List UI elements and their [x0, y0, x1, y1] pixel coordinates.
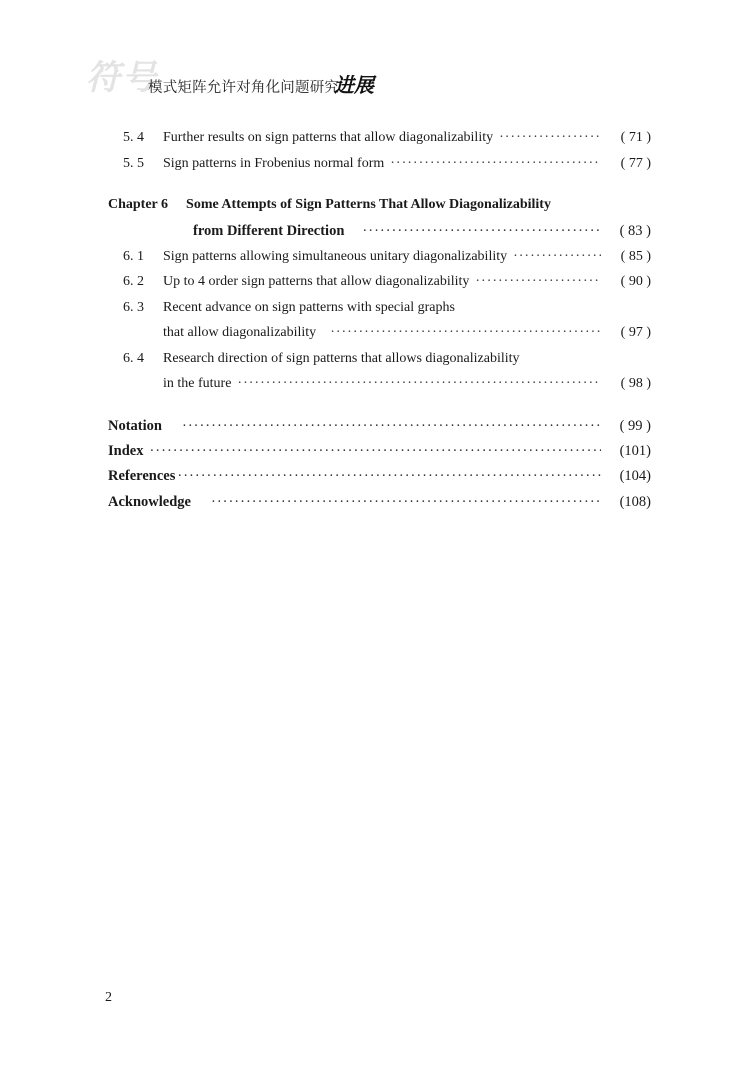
page-ref: ( 71 )	[620, 130, 651, 145]
dot-leader	[211, 491, 601, 513]
page-ref: ( 90 )	[620, 274, 651, 289]
toc-entry-6-3-line1[interactable]	[123, 297, 455, 319]
section-title-cont: that allow diagonalizability	[163, 325, 317, 340]
page-ref: ( 99 )	[619, 418, 651, 434]
toc-entry-6-3-line2[interactable]	[163, 322, 651, 344]
dot-leader	[182, 415, 601, 437]
toc-entry-6-2[interactable]	[123, 271, 651, 293]
section-title: Sign patterns allowing simultaneous unitary diagonalizability	[163, 249, 508, 264]
chapter-title-cont: from Different Direction	[193, 223, 345, 239]
page-ref: (108)	[619, 494, 651, 510]
header-title-end: 进展	[334, 73, 374, 97]
toc-entry-6-1[interactable]	[123, 246, 651, 268]
section-number: 6. 3	[123, 300, 144, 315]
section-title: Sign patterns in Frobenius normal form	[163, 156, 385, 171]
page-ref: ( 85 )	[620, 249, 651, 264]
page-ref: ( 83 )	[619, 223, 651, 239]
toc-entry-index[interactable]	[108, 440, 651, 462]
toc-chapter-6-line1[interactable]	[108, 194, 551, 216]
entry-title: Acknowledge	[108, 494, 191, 510]
toc-entry-6-4-line2[interactable]	[163, 373, 651, 395]
toc-entry-notation[interactable]	[108, 415, 651, 437]
entry-title: Index	[108, 443, 144, 459]
entry-title: Notation	[108, 418, 162, 434]
page-ref: ( 98 )	[620, 376, 651, 391]
page-ref: ( 77 )	[620, 156, 651, 171]
section-title: Up to 4 order sign patterns that allow diagonalizability	[163, 274, 470, 289]
section-number: 5. 5	[123, 156, 144, 171]
dot-leader	[177, 465, 601, 487]
toc-entry-acknowledge[interactable]	[108, 491, 651, 513]
toc-entry-5-4[interactable]	[123, 127, 651, 149]
running-header	[86, 58, 406, 102]
dot-leader	[362, 220, 601, 242]
page-ref: (104)	[619, 468, 651, 484]
section-number: 6. 1	[123, 249, 144, 264]
toc-entry-6-4-line1[interactable]	[123, 348, 520, 370]
section-number: 6. 4	[123, 351, 144, 366]
toc-entry-references[interactable]	[108, 465, 651, 487]
header-decorative-chars: 符号	[86, 58, 158, 98]
chapter-label: Chapter 6	[108, 197, 169, 212]
dot-leader	[149, 440, 601, 462]
chapter-title: Some Attempts of Sign Patterns That Allow Diagonalizability	[186, 197, 551, 212]
dot-leader	[513, 246, 601, 268]
section-number: 5. 4	[123, 130, 144, 145]
header-title: 模式矩阵允许对角化问题研究	[148, 80, 340, 96]
section-title: Further results on sign patterns that allow diagonalizability	[163, 130, 494, 145]
section-title: Recent advance on sign patterns with special graphs	[163, 300, 455, 315]
toc-entry-5-5[interactable]	[123, 153, 651, 175]
dot-leader	[237, 373, 601, 395]
page-number: 2	[105, 990, 112, 1005]
dot-leader	[330, 322, 601, 344]
dot-leader	[475, 271, 601, 293]
entry-title: References	[108, 468, 176, 484]
section-title-cont: in the future	[163, 376, 232, 391]
dot-leader	[390, 153, 601, 175]
toc-chapter-6-line2[interactable]	[193, 220, 651, 242]
section-title: Research direction of sign patterns that allows diagonalizability	[163, 351, 520, 366]
page-ref: (101)	[619, 443, 651, 459]
section-number: 6. 2	[123, 274, 144, 289]
dot-leader	[499, 127, 601, 149]
page-ref: ( 97 )	[620, 325, 651, 340]
